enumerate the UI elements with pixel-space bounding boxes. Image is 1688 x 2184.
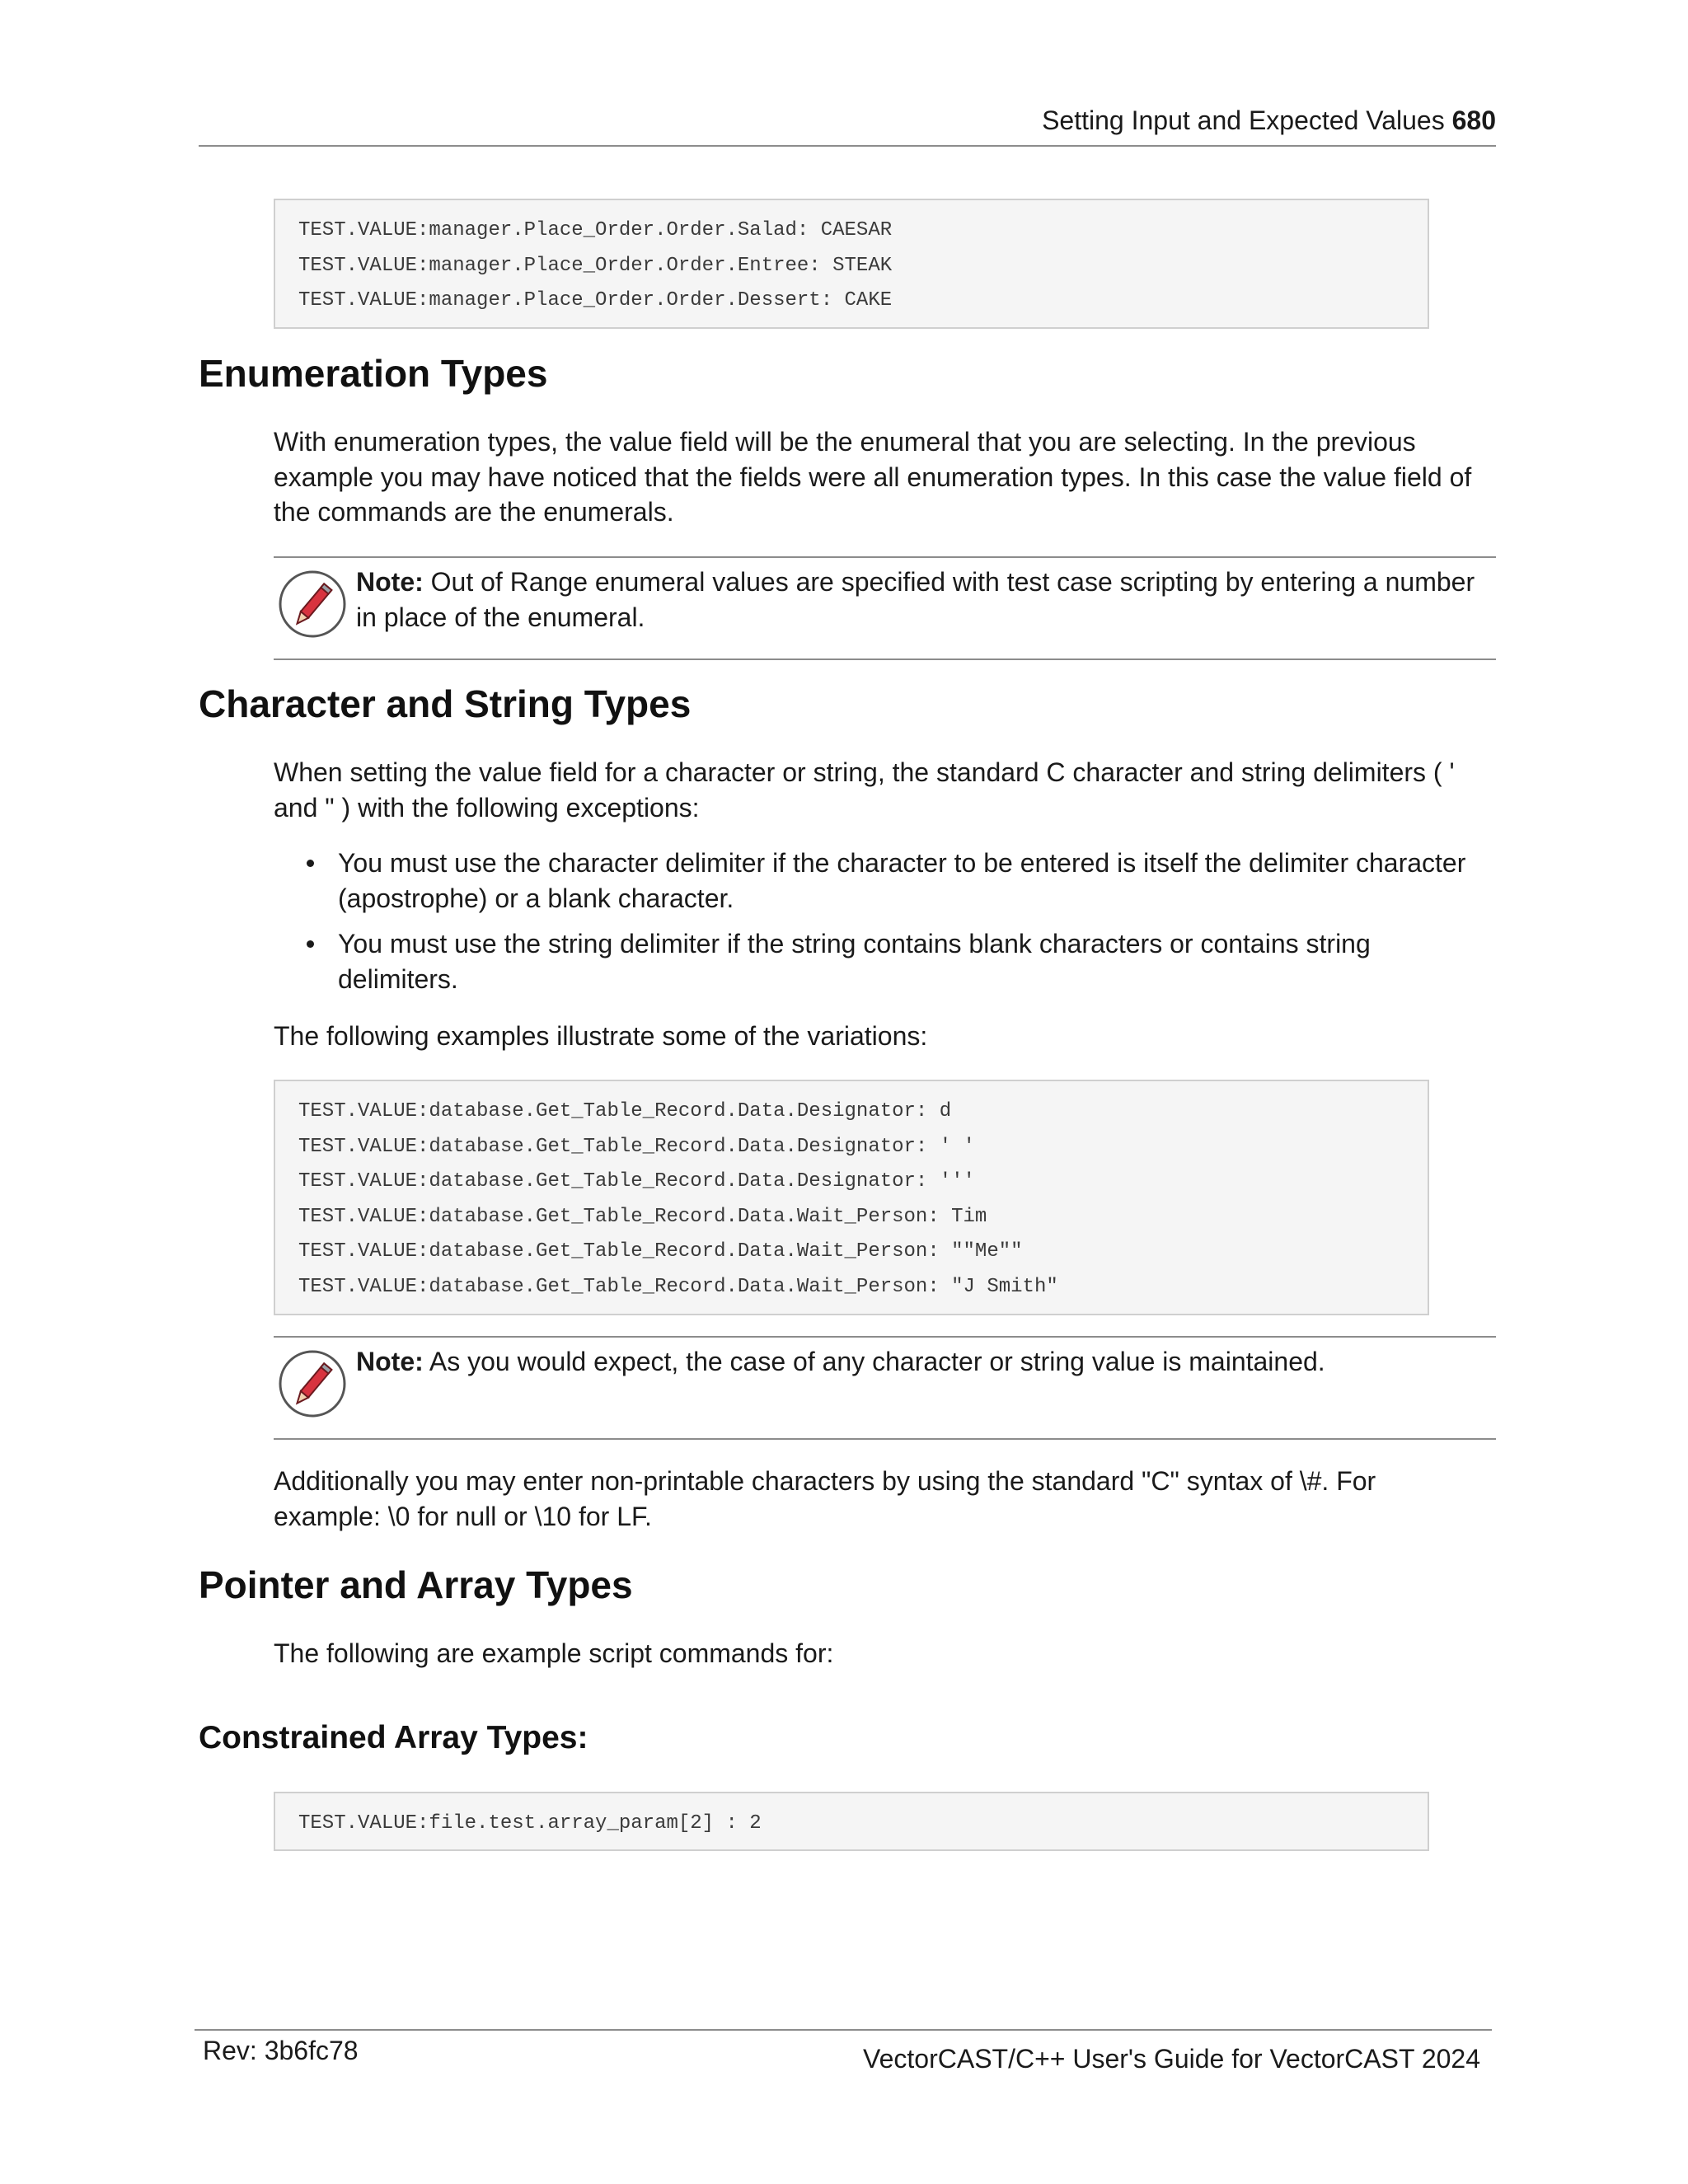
code-line: TEST.VALUE:database.Get_Table_Record.Data.Wait_Person: "J Smith" — [298, 1275, 1058, 1298]
bullet-dot — [307, 940, 314, 948]
note-character-case — [274, 1336, 1496, 1440]
bullet-dot — [307, 860, 314, 867]
code-line: TEST.VALUE:manager.Place_Order.Order.Salad: CAESAR — [298, 219, 893, 241]
code-line: TEST.VALUE:manager.Place_Order.Order.Dessert: CAKE — [298, 289, 893, 312]
note-text — [356, 565, 1496, 635]
heading-constrained-array-types: Constrained Array Types: — [199, 1720, 588, 1755]
note-label: Note: — [356, 1347, 424, 1376]
list-item — [274, 926, 1496, 996]
heading-pointer-array-types: Pointer and Array Types — [199, 1563, 633, 1606]
examples-intro: The following examples illustrate some of the variations: — [274, 1021, 928, 1051]
code-block-array — [274, 1792, 1429, 1851]
header-title: Setting Input and Expected Values — [1042, 105, 1445, 135]
pencil-icon — [278, 569, 347, 639]
code-line: TEST.VALUE:database.Get_Table_Record.Data.Wait_Person: ""Me"" — [298, 1240, 1023, 1263]
code-line: TEST.VALUE:database.Get_Table_Record.Data.Designator: d — [298, 1100, 952, 1122]
code-line: TEST.VALUE:manager.Place_Order.Order.Entree: STEAK — [298, 254, 893, 277]
note-body: Out of Range enumeral values are specified with test case scripting by entering a number in place of the enumeral. — [356, 567, 1475, 632]
character-string-paragraph: When setting the value field for a character or string, the standard C character and string delimiters ( ' and " ) with the following exceptions: — [274, 757, 1455, 823]
heading-enumeration-types: Enumeration Types — [199, 352, 548, 395]
page-header — [199, 104, 1496, 137]
code-line: TEST.VALUE:database.Get_Table_Record.Data.Designator: ' ' — [298, 1135, 975, 1158]
note-label: Note: — [356, 567, 424, 597]
code-line: TEST.VALUE:file.test.array_param[2] : 2 — [298, 1812, 762, 1835]
code-line: TEST.VALUE:database.Get_Table_Record.Data.Wait_Person: Tim — [298, 1205, 987, 1228]
pencil-icon — [278, 1349, 347, 1418]
footer-guide-title: VectorCAST/C++ User's Guide for VectorCAST 2024 — [863, 2044, 1480, 2074]
page-number: 680 — [1451, 105, 1496, 135]
list-item-text: You must use the character delimiter if the character to be entered is itself the delimiter character (apostrophe) or a blank character. — [338, 848, 1466, 913]
list-item — [274, 846, 1496, 916]
footer-revision: Rev: 3b6fc78 — [203, 2036, 359, 2065]
enumeration-paragraph: With enumeration types, the value field will be the enumeral that you are selecting. In the previous example you may have noticed that the fields were all enumeration types. In this case the value field of the commands are the enumerals. — [274, 427, 1472, 527]
note-body: As you would expect, the case of any character or string value is maintained. — [429, 1347, 1325, 1376]
heading-character-string-types: Character and String Types — [199, 682, 692, 725]
footer-rule — [195, 2029, 1492, 2031]
list-item-text: You must use the string delimiter if the string contains blank characters or contains string delimiters. — [338, 929, 1371, 994]
code-block-order — [274, 199, 1429, 329]
additional-paragraph: Additionally you may enter non-printable characters by using the standard "C" syntax of \#. For example: \0 for null or \10 for LF. — [274, 1466, 1376, 1531]
pointer-array-paragraph: The following are example script commands for: — [274, 1638, 834, 1668]
code-block-database — [274, 1080, 1429, 1315]
note-enumeration — [274, 556, 1496, 660]
exceptions-list — [274, 846, 1496, 1007]
header-rule — [199, 145, 1496, 147]
code-line: TEST.VALUE:database.Get_Table_Record.Data.Designator: ''' — [298, 1170, 975, 1193]
note-text — [356, 1344, 1496, 1380]
